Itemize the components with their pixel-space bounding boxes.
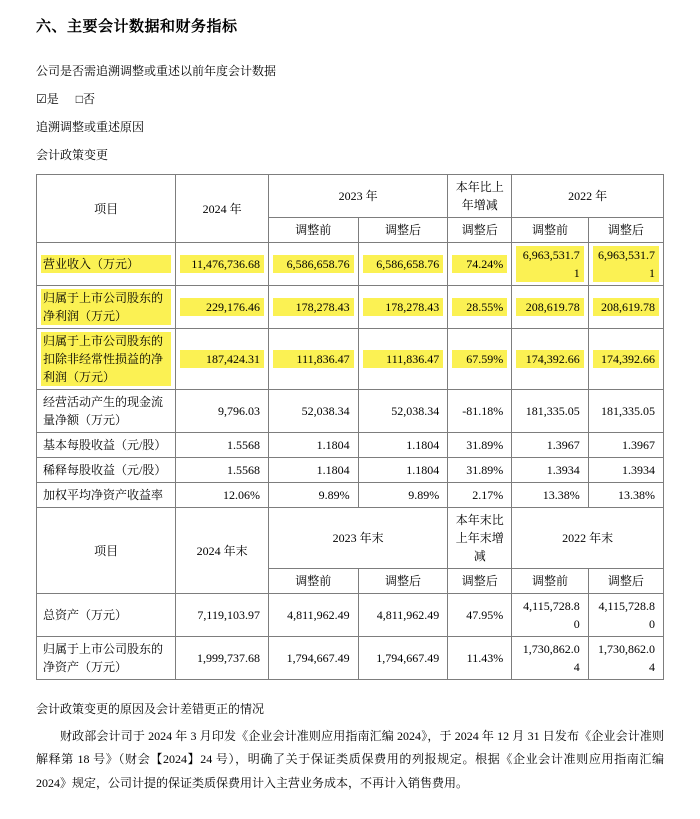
policy-change-heading: 会计政策变更的原因及会计差错更正的情况 — [36, 702, 265, 716]
header-item: 项目 — [37, 508, 176, 594]
value-2023-pre-cell: 9.89% — [268, 483, 358, 508]
policy-change-paragraph: 财政部会计司于 2024 年 3 月印发《企业会计准则应用指南汇编 2024》，于 2024 年 12 月 31 日发布《企业会计准则解释第 18 号》（财会【2024】24 号），明确了关于保证类质保费用的列报规定。根据《企业会计准则应用指南汇编 2024》规定，公司计提的保证类质保费用计入主营业务成本，不再计入销售费用。 — [36, 729, 664, 790]
value-2023-post-cell: 9.89% — [358, 483, 448, 508]
item-label-cell: 营业收入（万元） — [37, 243, 176, 286]
value-2023-post-cell: 178,278.43 — [358, 286, 448, 329]
value-2022-post-cell: 1.3934 — [588, 458, 663, 483]
value-2023-pre-cell: 6,586,658.76 — [268, 243, 358, 286]
item-label-cell: 稀释每股收益（元/股） — [37, 458, 176, 483]
value-2022-pre-cell: 1,730,862.04 — [512, 637, 588, 680]
item-label-cell: 经营活动产生的现金流量净额（万元） — [37, 390, 176, 433]
value-2022-post-cell: 208,619.78 — [588, 286, 663, 329]
financial-indicators-table — [36, 174, 664, 680]
header-yearend-change: 本年末比上年末增减 — [448, 508, 512, 569]
subheader-change-post: 调整后 — [448, 218, 512, 243]
subheader-change-post: 调整后 — [448, 569, 512, 594]
header-item: 项目 — [37, 175, 176, 243]
value-2023-post-cell: 4,811,962.49 — [358, 594, 448, 637]
value-change-cell: 2.17% — [448, 483, 512, 508]
value-2023-post-cell: 1.1804 — [358, 433, 448, 458]
item-label-cell: 归属于上市公司股东的扣除非经常性损益的净利润（万元） — [37, 329, 176, 390]
basic-eps-row — [37, 433, 664, 458]
value-2023-pre-cell: 1.1804 — [268, 433, 358, 458]
item-label-cell: 归属于上市公司股东的净资产（万元） — [37, 637, 176, 680]
value-2022-post-cell: 6,963,531.71 — [588, 243, 663, 286]
value-2023-pre-cell: 178,278.43 — [268, 286, 358, 329]
weighted-roe-row — [37, 483, 664, 508]
value-2023-post-cell: 1,794,667.49 — [358, 637, 448, 680]
subheader-2022-post: 调整后 — [588, 218, 663, 243]
value-2022-pre-cell: 181,335.05 — [512, 390, 588, 433]
checkbox-no-unchecked: □否 — [75, 92, 96, 106]
value-2023-pre-cell: 111,836.47 — [268, 329, 358, 390]
value-2023-post-cell: 6,586,658.76 — [358, 243, 448, 286]
value-2022-post-cell: 1.3967 — [588, 433, 663, 458]
value-2022-post-cell: 4,115,728.80 — [588, 594, 663, 637]
value-2024-cell: 187,424.31 — [176, 329, 269, 390]
value-2023-post-cell: 52,038.34 — [358, 390, 448, 433]
subheader-2023-pre: 调整前 — [268, 218, 358, 243]
value-2022-pre-cell: 208,619.78 — [512, 286, 588, 329]
value-2024-cell: 1.5568 — [176, 433, 269, 458]
value-2024-cell: 1,999,737.68 — [176, 637, 269, 680]
restatement-question: 公司是否需追溯调整或重述以前年度会计数据 — [36, 64, 277, 78]
value-change-cell: 28.55% — [448, 286, 512, 329]
checkbox-yes-checked: ☑是 — [36, 92, 59, 106]
header-2022-end: 2022 年末 — [512, 508, 664, 569]
subheader-2022-post: 调整后 — [588, 569, 663, 594]
operating-cash-flow-row — [37, 390, 664, 433]
value-2024-cell: 11,476,736.68 — [176, 243, 269, 286]
value-2022-pre-cell: 1.3934 — [512, 458, 588, 483]
value-2024-cell: 12.06% — [176, 483, 269, 508]
restatement-choices — [36, 90, 664, 107]
header-2024: 2024 年 — [176, 175, 269, 243]
restatement-reason-label: 追溯调整或重述原因 — [36, 120, 145, 134]
header-2024-end: 2024 年末 — [176, 508, 269, 594]
value-2022-post-cell: 181,335.05 — [588, 390, 663, 433]
value-2023-post-cell: 111,836.47 — [358, 329, 448, 390]
value-change-cell: 67.59% — [448, 329, 512, 390]
value-2022-post-cell: 174,392.66 — [588, 329, 663, 390]
value-2022-pre-cell: 4,115,728.80 — [512, 594, 588, 637]
value-change-cell: 47.95% — [448, 594, 512, 637]
item-label-cell: 基本每股收益（元/股） — [37, 433, 176, 458]
value-2024-cell: 1.5568 — [176, 458, 269, 483]
subheader-2023-post: 调整后 — [358, 218, 448, 243]
subheader-2022-pre: 调整前 — [512, 218, 588, 243]
subheader-2022-pre: 调整前 — [512, 569, 588, 594]
value-2022-post-cell: 13.38% — [588, 483, 663, 508]
value-2023-post-cell: 1.1804 — [358, 458, 448, 483]
value-2022-post-cell: 1,730,862.04 — [588, 637, 663, 680]
subheader-2023-post: 调整后 — [358, 569, 448, 594]
value-2022-pre-cell: 6,963,531.71 — [512, 243, 588, 286]
header-2023-end: 2023 年末 — [268, 508, 447, 569]
value-2022-pre-cell: 13.38% — [512, 483, 588, 508]
diluted-eps-row — [37, 458, 664, 483]
value-change-cell: 31.89% — [448, 433, 512, 458]
value-2022-pre-cell: 1.3967 — [512, 433, 588, 458]
value-2024-cell: 9,796.03 — [176, 390, 269, 433]
item-label-cell: 加权平均净资产收益率 — [37, 483, 176, 508]
value-2023-pre-cell: 4,811,962.49 — [268, 594, 358, 637]
value-change-cell: -81.18% — [448, 390, 512, 433]
header-2023: 2023 年 — [268, 175, 447, 218]
revenue-row — [37, 243, 664, 286]
header-yoy-change: 本年比上年增减 — [448, 175, 512, 218]
value-change-cell: 31.89% — [448, 458, 512, 483]
value-2023-pre-cell: 52,038.34 — [268, 390, 358, 433]
table1-header-row-main — [37, 175, 664, 218]
subheader-2023-pre: 调整前 — [268, 569, 358, 594]
value-2022-pre-cell: 174,392.66 — [512, 329, 588, 390]
item-label-cell: 归属于上市公司股东的净利润（万元） — [37, 286, 176, 329]
value-2024-cell: 7,119,103.97 — [176, 594, 269, 637]
deducted-net-profit-row — [37, 329, 664, 390]
header-2022: 2022 年 — [512, 175, 664, 218]
value-2023-pre-cell: 1.1804 — [268, 458, 358, 483]
item-label-cell: 总资产（万元） — [37, 594, 176, 637]
value-2023-pre-cell: 1,794,667.49 — [268, 637, 358, 680]
net-assets-row — [37, 637, 664, 680]
value-2024-cell: 229,176.46 — [176, 286, 269, 329]
total-assets-row — [37, 594, 664, 637]
net-profit-row — [37, 286, 664, 329]
restatement-reason-value: 会计政策变更 — [36, 148, 109, 162]
table2-header-row-main — [37, 508, 664, 569]
value-change-cell: 11.43% — [448, 637, 512, 680]
value-change-cell: 74.24% — [448, 243, 512, 286]
section-title: 六、主要会计数据和财务指标 — [36, 19, 238, 35]
